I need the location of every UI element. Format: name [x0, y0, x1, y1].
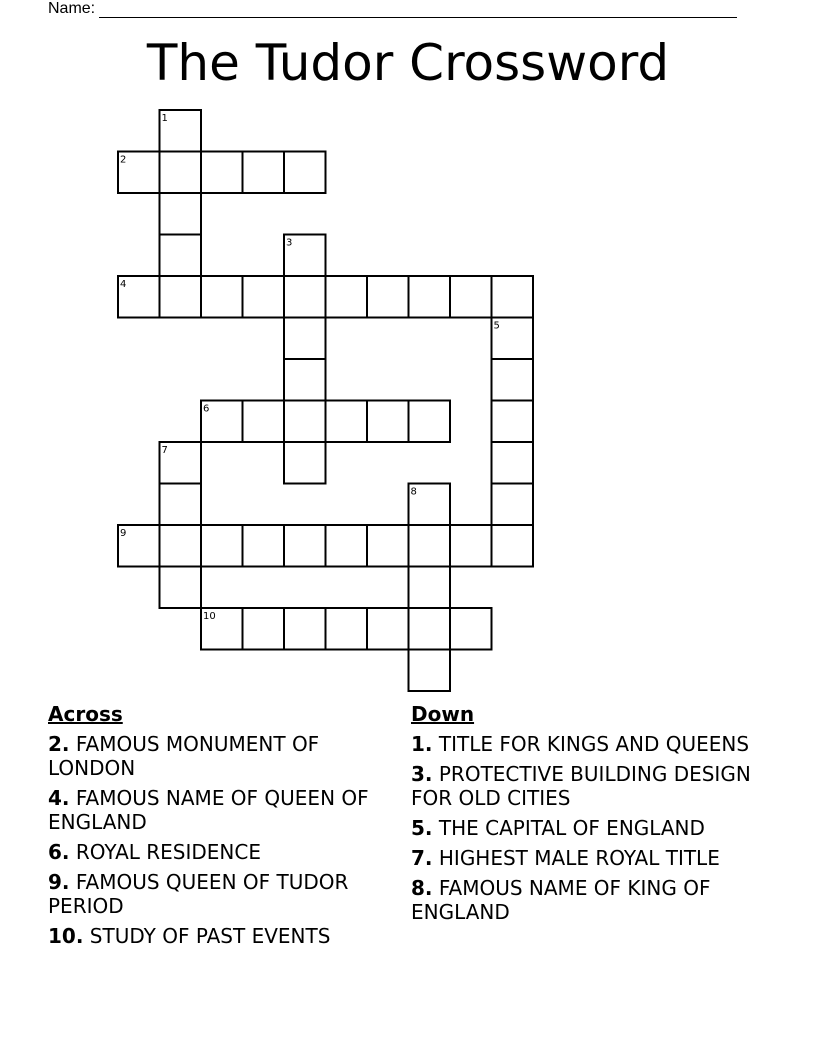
clue-down: [411, 846, 761, 870]
clue-text: FAMOUS NAME OF QUEEN OF ENGLAND: [48, 786, 369, 834]
clue-number-label: 7: [161, 445, 168, 456]
clue-down: [411, 876, 761, 924]
grid-cell[interactable]: [160, 567, 202, 609]
grid-cell[interactable]: [243, 152, 285, 194]
clue-number: 8.: [411, 876, 433, 900]
grid-cell[interactable]: [160, 235, 202, 277]
grid-cell[interactable]: [201, 276, 243, 318]
grid-cell[interactable]: [367, 401, 409, 443]
clue-down: [411, 816, 761, 840]
grid-cell[interactable]: [326, 401, 368, 443]
grid-cell[interactable]: [409, 608, 451, 650]
clue-text: HIGHEST MALE ROYAL TITLE: [438, 846, 720, 870]
grid-cell[interactable]: [409, 401, 451, 443]
grid-cell[interactable]: [492, 525, 534, 567]
clue-number-label: 6: [203, 403, 210, 415]
clue-number-label: 4: [120, 279, 127, 290]
clue-down: [411, 762, 761, 810]
grid-cell[interactable]: [367, 608, 409, 650]
grid-cell[interactable]: [160, 152, 202, 194]
clue-text: STUDY OF PAST EVENTS: [89, 924, 331, 948]
clue-down: [411, 732, 761, 756]
clue-text: ROYAL RESIDENCE: [75, 840, 261, 864]
grid-cell[interactable]: [243, 276, 285, 318]
grid-cell[interactable]: [409, 650, 451, 692]
down-clues: [411, 702, 761, 930]
grid-cell[interactable]: [160, 193, 202, 235]
clue-number-label: 1: [161, 113, 168, 124]
grid-cell[interactable]: [450, 608, 492, 650]
clue-number-label: 9: [120, 528, 127, 539]
clue-number: 3.: [411, 762, 433, 786]
grid-cell[interactable]: [367, 525, 409, 567]
grid-cell[interactable]: [492, 359, 534, 401]
clue-across: [48, 840, 378, 864]
grid-cell[interactable]: [160, 276, 202, 318]
grid-cell[interactable]: [450, 276, 492, 318]
grid-cell[interactable]: [284, 525, 326, 567]
grid-cell[interactable]: [284, 608, 326, 650]
clue-number-label: 8: [410, 486, 417, 498]
clue-number: 7.: [411, 846, 433, 870]
clue-text: TITLE FOR KINGS AND QUEENS: [438, 732, 750, 756]
grid-cell[interactable]: [284, 318, 326, 360]
grid-cell[interactable]: [284, 401, 326, 443]
grid-cell[interactable]: [326, 276, 368, 318]
clue-number-label: 3: [286, 237, 293, 249]
grid-cell[interactable]: [326, 525, 368, 567]
grid-cell[interactable]: [160, 484, 202, 526]
across-heading: Across: [48, 702, 123, 726]
grid-cell[interactable]: [243, 525, 285, 567]
grid-cell[interactable]: [243, 401, 285, 443]
page-title: The Tudor Crossword: [146, 34, 670, 92]
clue-number: 5.: [411, 816, 433, 840]
clue-number-label: 10: [203, 611, 216, 622]
across-clues: [48, 702, 378, 954]
grid-cell[interactable]: [492, 401, 534, 443]
grid-cell[interactable]: [284, 152, 326, 194]
grid-cell[interactable]: [492, 442, 534, 484]
clue-text: FAMOUS QUEEN OF TUDOR PERIOD: [48, 870, 349, 918]
clue-across: [48, 786, 378, 834]
clue-number: 6.: [48, 840, 70, 864]
clue-number: 4.: [48, 786, 70, 810]
clue-number: 2.: [48, 732, 70, 756]
grid-cell[interactable]: [409, 525, 451, 567]
clue-across: [48, 870, 378, 918]
down-heading: Down: [411, 702, 475, 726]
grid-cell[interactable]: [492, 484, 534, 526]
clue-number: 1.: [411, 732, 433, 756]
grid-cell[interactable]: [243, 608, 285, 650]
grid-cell[interactable]: [284, 276, 326, 318]
grid-cell[interactable]: [367, 276, 409, 318]
grid-cell[interactable]: [201, 152, 243, 194]
name-label: Name:: [48, 0, 96, 17]
grid-cell[interactable]: [160, 525, 202, 567]
grid-cell[interactable]: [409, 567, 451, 609]
grid-cell[interactable]: [326, 608, 368, 650]
grid-cell[interactable]: [492, 276, 534, 318]
grid-cell[interactable]: [409, 276, 451, 318]
clue-text: FAMOUS NAME OF KING OF ENGLAND: [411, 876, 711, 924]
grid-cell[interactable]: [284, 442, 326, 484]
clue-text: PROTECTIVE BUILDING DESIGN FOR OLD CITIES: [411, 762, 751, 810]
clue-text: THE CAPITAL OF ENGLAND: [438, 816, 705, 840]
grid-cell[interactable]: [201, 525, 243, 567]
clue-number-label: 2: [120, 154, 127, 166]
grid-cell[interactable]: [284, 359, 326, 401]
clue-number: 10.: [48, 924, 84, 948]
clue-across: [48, 732, 378, 780]
clue-text: FAMOUS MONUMENT OF LONDON: [48, 732, 320, 780]
clue-number: 9.: [48, 870, 70, 894]
grid-cell[interactable]: [450, 525, 492, 567]
clue-across: [48, 924, 378, 948]
clue-number-label: 5: [493, 320, 500, 332]
